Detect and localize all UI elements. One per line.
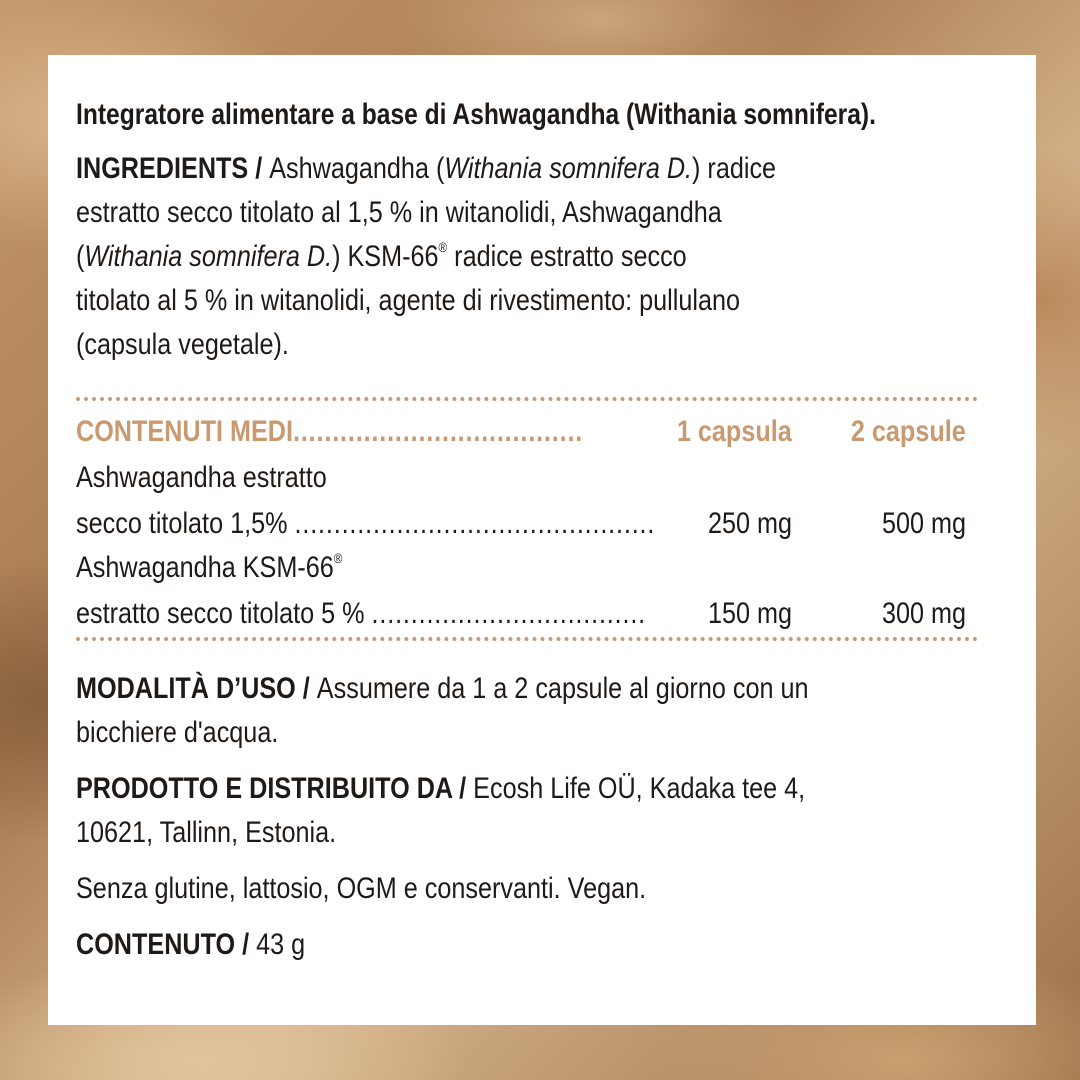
ingredients-section: [76, 147, 976, 367]
table-row-1-line2: secco titolato 1,5% ..............................................: [76, 507, 656, 540]
label-card: [48, 55, 1036, 1025]
nutrition-table: [76, 401, 976, 637]
producer-label: PRODOTTO E DISTRIBUITO DA: [76, 772, 453, 805]
ingredients-line2: estratto secco titolato al 1,5 % in witanolidi, Ashwagandha: [76, 196, 722, 229]
usage-label: MODALITÀ D’USO: [76, 672, 296, 705]
ingredients-sep: /: [248, 152, 270, 185]
product-description-text: Integratore alimentare a base di Ashwagandha (Withania somnifera).: [76, 98, 876, 131]
ingredients-line3b: Withania somnifera D.: [84, 240, 333, 273]
ingredients-line1c: ) radice: [692, 152, 777, 185]
producer-line1: Ecosh Life OÜ, Kadaka tee 4,: [473, 772, 806, 805]
dotted-divider-bottom: [76, 637, 978, 641]
producer-sep: /: [452, 772, 474, 805]
table-header-col2: 2 capsule: [851, 415, 966, 448]
producer-line2: 10621, Tallinn, Estonia.: [76, 816, 337, 849]
table-header-col1: 1 capsula: [677, 415, 792, 448]
ingredients-line5: (capsula vegetale).: [76, 328, 289, 361]
table-header-label: CONTENUTI MEDI.....................................: [76, 415, 584, 448]
ingredients-line3c: ) KSM-66: [332, 240, 439, 273]
ingredients-line3a: (: [76, 240, 85, 273]
table-row-2-line1: Ashwagandha KSM-66®: [76, 550, 343, 584]
product-description: [76, 97, 976, 133]
table-row-2-line2: estratto secco titolato 5 % ...................................: [76, 597, 647, 630]
ingredients-line1a: Ashwagandha (: [269, 152, 445, 185]
table-row-1-col1: 250 mg: [707, 507, 792, 540]
content-value: 43 g: [256, 928, 306, 961]
usage-line1: Assumere da 1 a 2 capsule al giorno con un: [316, 672, 809, 705]
free-from-section: [76, 867, 976, 911]
producer-section: [76, 767, 976, 855]
ingredients-line4: titolato al 5 % in witanolidi, agente di rivestimento: pullulano: [76, 284, 740, 317]
usage-sep: /: [295, 672, 317, 705]
registered-mark: ®: [438, 239, 448, 255]
table-row-1-line1: Ashwagandha estratto: [76, 461, 327, 494]
free-from-text: Senza glutine, lattosio, OGM e conservanti. Vegan.: [76, 872, 647, 905]
usage-line2: bicchiere d'acqua.: [76, 716, 279, 749]
table-row-1-col2: 500 mg: [881, 507, 966, 540]
table-row-2-col2: 300 mg: [881, 597, 966, 630]
table-row-2-col1: 150 mg: [707, 597, 792, 630]
content-sep: /: [235, 928, 257, 961]
usage-section: [76, 667, 976, 755]
content-section: [76, 923, 976, 967]
content-label: CONTENUTO: [76, 928, 236, 961]
ingredients-line3d: radice estratto secco: [447, 240, 687, 273]
ingredients-line1b: Withania somnifera D.: [444, 152, 693, 185]
ingredients-label: INGREDIENTS: [76, 152, 249, 185]
